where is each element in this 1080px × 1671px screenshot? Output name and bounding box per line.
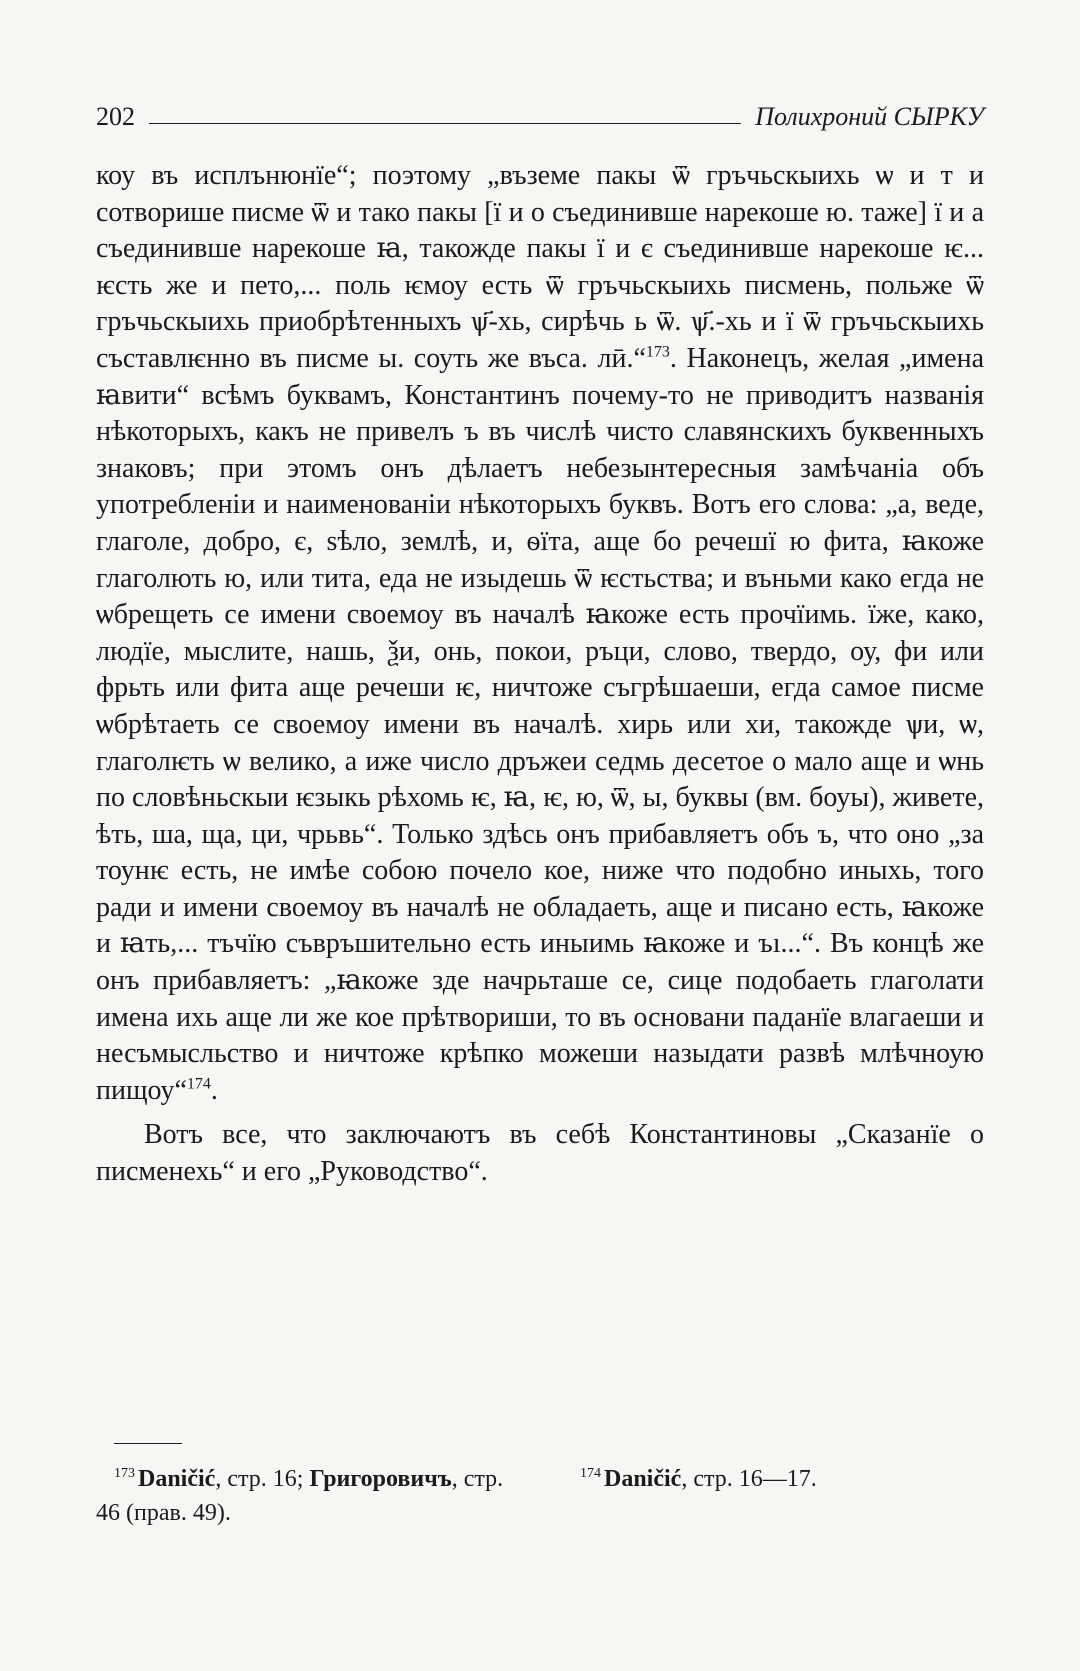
paragraph-1-end: . xyxy=(210,1074,218,1106)
footnote-173 xyxy=(96,1462,512,1530)
footnote-author: Daničić xyxy=(604,1466,682,1492)
running-title: Полихроний СЫРКУ xyxy=(755,102,984,131)
footnote-number: 173 xyxy=(114,1466,135,1481)
body-text xyxy=(96,158,984,1191)
paragraph-1-continuation: . Наконецъ, желая „имена ꙗвити“ всѣмъ буквамъ, Константинъ почему-то не приводитъ названія нѣкоторыхъ, какъ не привелъ ъ въ числѣ чисто славянскихъ буквенныхъ знаковъ; при этомъ онъ дѣлаетъ небезынтересныя замѣчаніа объ употребленіи и наименованіи нѣкоторыхъ буквъ. Вотъ его слова: „а, веде, глаголе, добро, є, ѕѣло, землѣ, и, ѳїта, аще бо речешї ю фита, ꙗкоже глаголють ю, или тита, еда не изыдешь ѿ ѥстьства; и въньми како егда не ѡбрещеть се имени своемоу въ началѣ ꙗкоже есть прочїимь. їже, како, людїе, мыслите, нашь, ѯи, онь, покои, ръци, слово, твердо, оу, фи или фрьть или фита аще речеши ѥ, ничтоже съгрѣшаеши, егда самое писме ѡбрѣтаеть се своемоу имени въ началѣ. хирь или хи, такожде ѱи, ѡ, глаголѥть ѡ велико, а иже число дръжеи седмь десетое о мало аще и ѡнь по словѣньскыи ѥзыкь рѣхомь ѥ, ꙗ, ѥ, ю, ѿ, ы, буквы (вм. боуы), живете, ѣть, ша, ща, ци, чрьвь“. Только здѣсь онъ прибавляетъ объ ъ, что оно „за тоунѥ есть, не имѣе собою почело кое, ниже что подобно иныхь, того ради и имени своемоу въ началѣ не обладаеть, аще и писано есть, ꙗкоже и ꙗть,... тъчїю съвръшительно есть иныимь ꙗкоже и ъı...“. Въ концѣ же онъ прибавляетъ: „ꙗкоже зде начрьташе се, сице подобаеть глаголати имена ихь аще ли же кое прѣтвориши, то въ основани паданїе влагаеши и несъмысльство и ничтоже крѣпко можеши назыдати развѣ млѣчноую пищоу“ xyxy=(96,342,984,1106)
paragraph-1-text: коу въ исплънюнїе“; поэтому „въземе пакы ѿ гръчьскыихь ѡ и т и сотворише писме ѿ и тако пакы [ї и о съединивше нарекоше ю. таже] ї и а съединивше нарекоше ꙗ, такожде пакы ї и є съединивше нарекоше ѥ... ѥсть же и пето,... поль ѥмоу есть ѿ гръчьскыихь писмень, польже ѿ гръчьскыихь приобрѣтенныхъ ѱ҃-хь, сирѣчь ь ѿ. ѱ҃.-хь и ї ѿ гръчьскыихь съставлѥнно въ писме ы. соуть же въса. лӣ.“ xyxy=(96,160,984,374)
paragraph-2: Вотъ все, что заключаютъ въ себѣ Константиновы „Сказанїе о писменехь“ и его „Руководство“. xyxy=(96,1119,984,1188)
footnote-author-2: Григоровичъ xyxy=(309,1466,452,1492)
footnote-text: , стр. 16; xyxy=(215,1466,310,1492)
footnote-number: 174 xyxy=(580,1466,601,1481)
footnote-ref-173[interactable]: 173 xyxy=(645,343,670,361)
footnote-174 xyxy=(562,1462,984,1496)
footnote-author: Daničić xyxy=(138,1466,216,1492)
footnote-rule xyxy=(114,1443,182,1444)
footnote-ref-174[interactable]: 174 xyxy=(186,1075,211,1093)
running-head xyxy=(96,92,984,132)
paragraph-1 xyxy=(96,158,984,1109)
page-number: 202 xyxy=(96,102,135,131)
footnote-text-2: , стр. 46 (прав. 49). xyxy=(96,1466,504,1526)
header-rule xyxy=(149,123,741,124)
footnote-text: , стр. 16—17. xyxy=(681,1466,817,1492)
